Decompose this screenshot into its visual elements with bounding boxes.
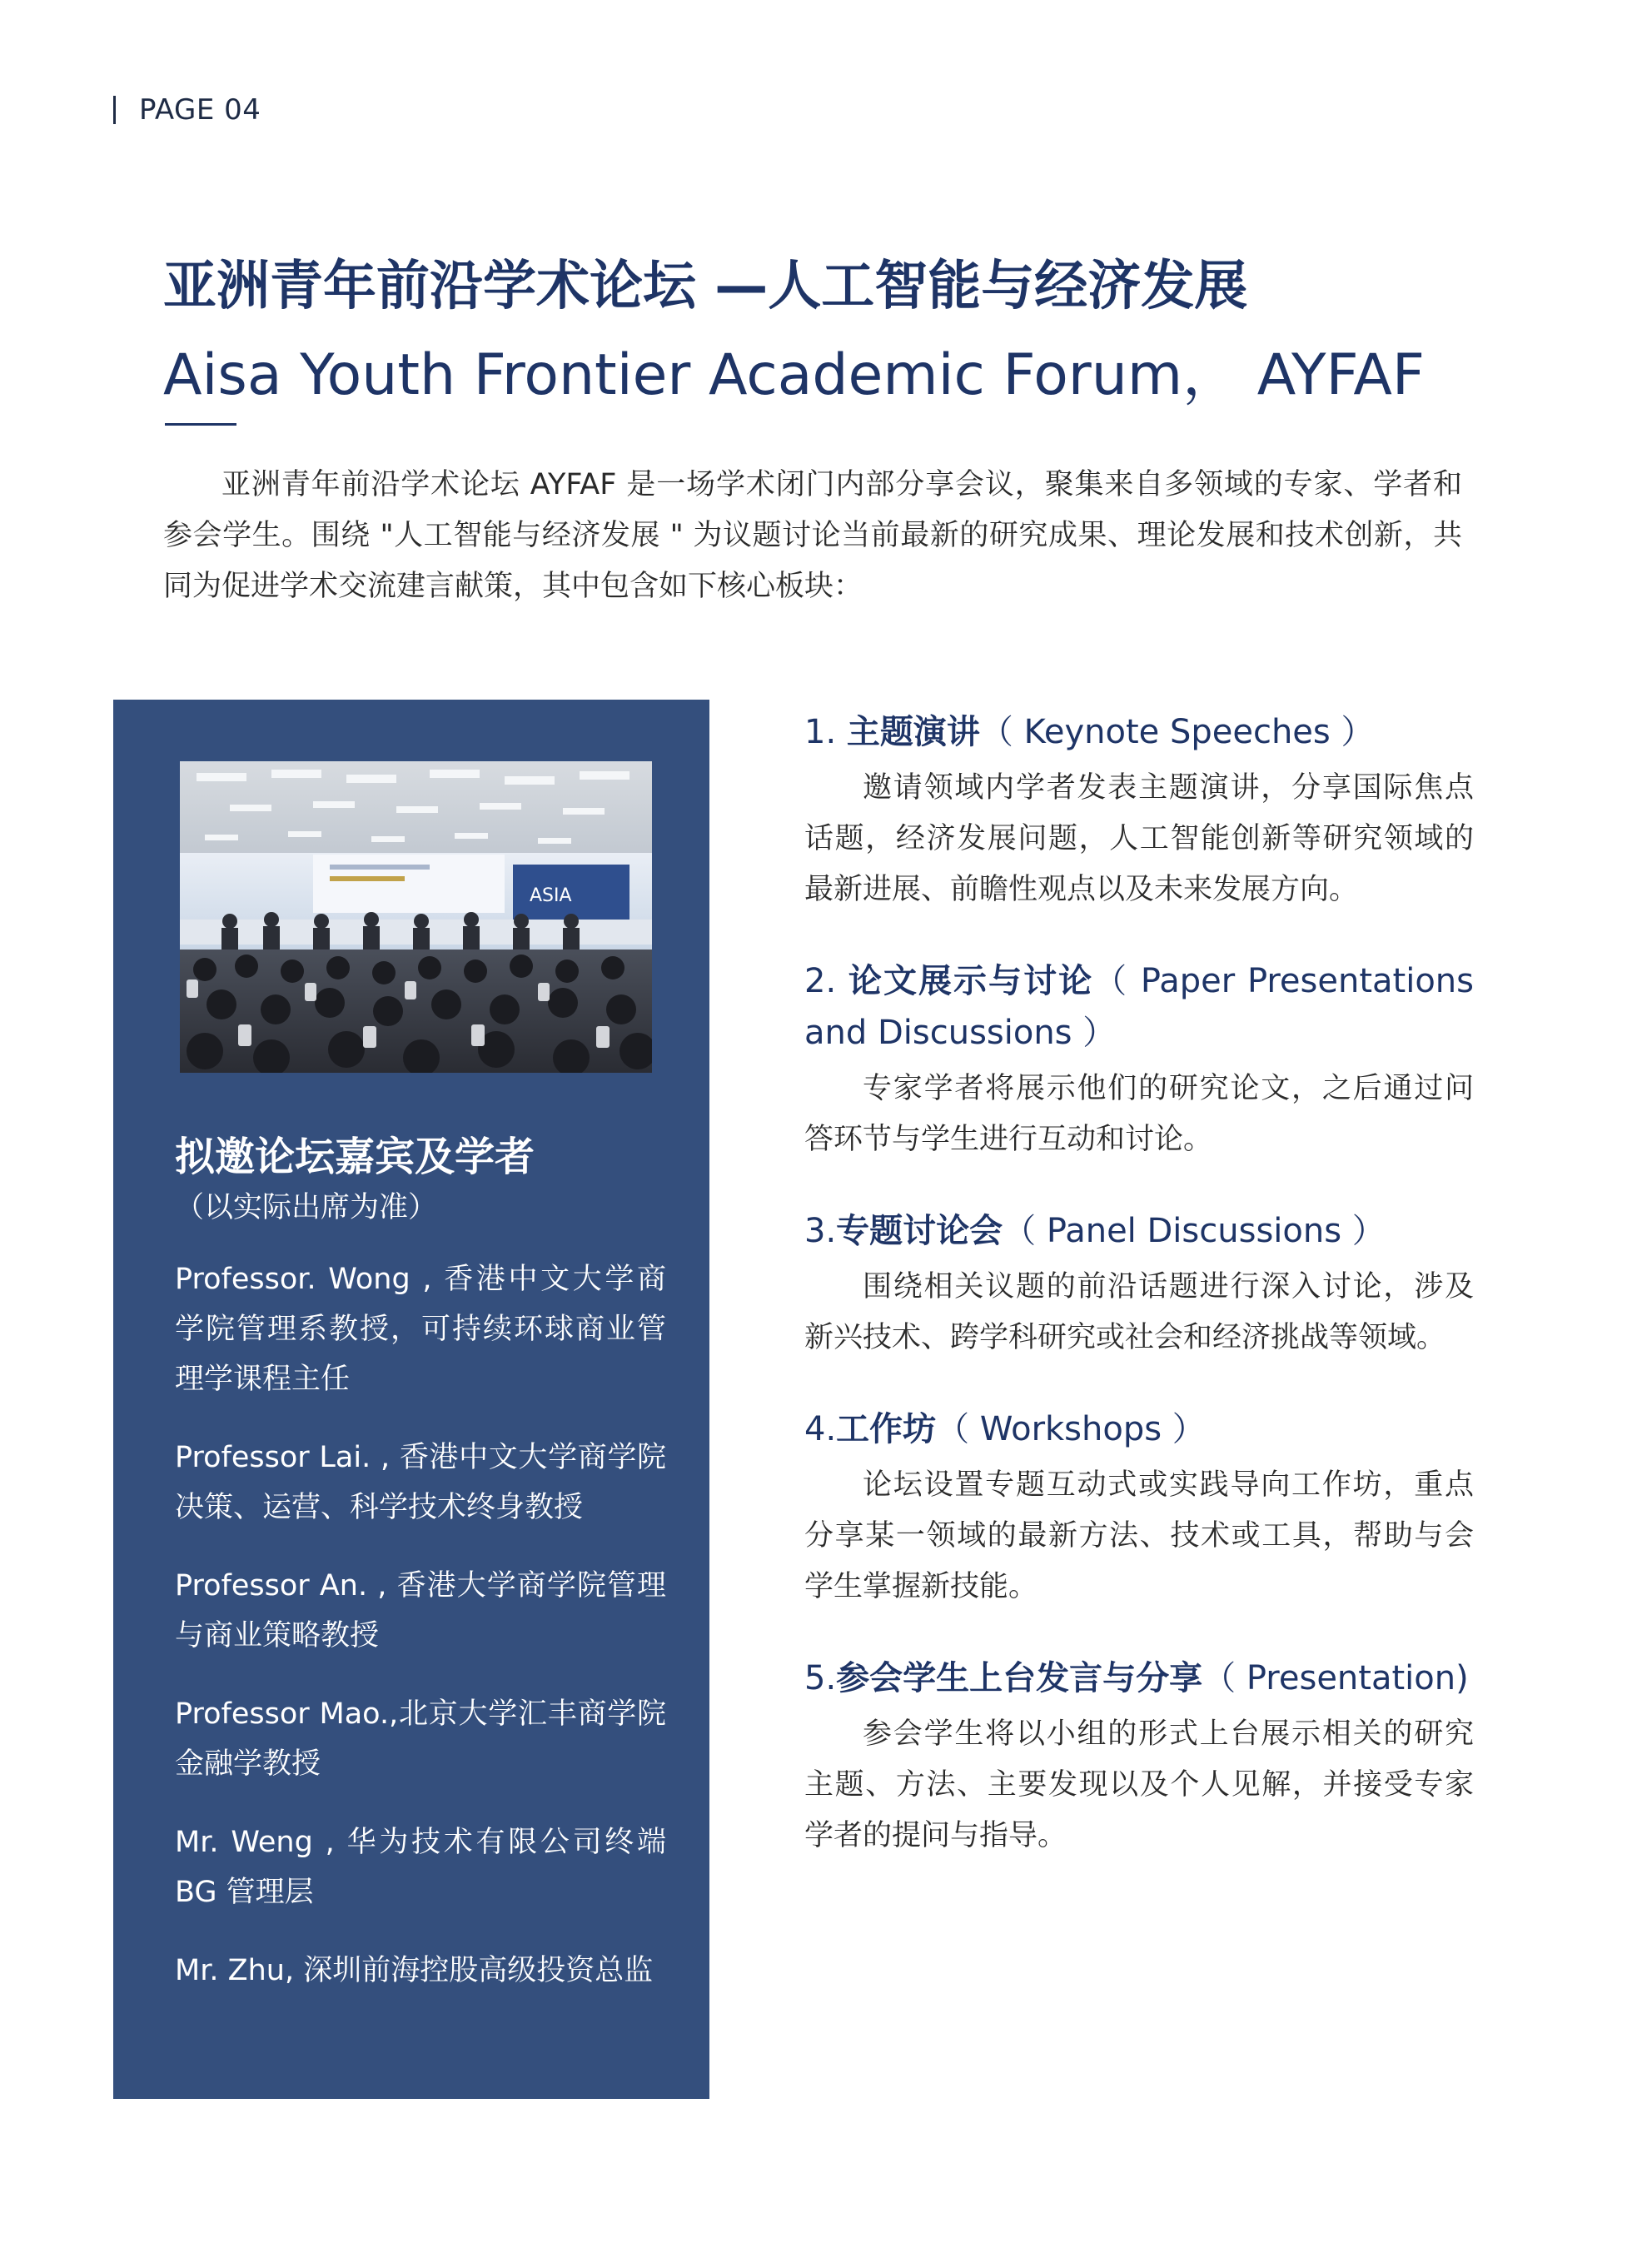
section-number: 2.: [804, 962, 848, 1000]
forum-photo: [180, 761, 652, 1073]
section-title-cn: 专题讨论会: [836, 1212, 1003, 1250]
section-title-cn: 参会学生上台发言与分享: [836, 1659, 1203, 1697]
section-title: [804, 1403, 1474, 1455]
section-panel-discussions: [804, 1205, 1474, 1363]
section-body: 参会学生将以小组的形式上台展示相关的研究主题、方法、主要发现以及个人见解，并接受专家学者的提问与指导。: [804, 1717, 1474, 1852]
section-title-cn: 论文展示与讨论: [848, 962, 1094, 1000]
section-title: [804, 955, 1474, 1059]
guests-note: （以实际出席为准）: [175, 1191, 438, 1224]
title-english: Aisa Youth Frontier Academic Forum， AYFAF: [163, 342, 1425, 408]
section-student-presentation: [804, 1652, 1474, 1862]
guests-title: 拟邀论坛嘉宾及学者: [175, 1134, 535, 1180]
core-sections: [804, 706, 1474, 1902]
section-body: 邀请领域内学者发表主题演讲，分享国际焦点话题，经济发展问题，人工智能创新等研究领域的最新进展、前瞻性观点以及未来发展方向。: [804, 771, 1474, 906]
section-title: [804, 706, 1474, 758]
section-number: 4.: [804, 1410, 837, 1448]
intro-paragraph: 亚洲青年前沿学术论坛 AYFAF 是一场学术闭门内部分享会议，聚集来自多领域的专家、学者和参会学生。围绕 "人工智能与经济发展 " 为议题讨论当前最新的研究成果、理论发展和技术创新，共同为促进学术交流建言献策，其中包含如下核心板块：: [163, 468, 1462, 603]
guest-item: Mr. Weng , 华为技术有限公司终端 BG 管理层: [175, 1826, 666, 1909]
section-body: 专家学者将展示他们的研究论文，之后通过问答环节与学生进行互动和讨论。: [804, 1072, 1474, 1156]
title-chinese: 亚洲青年前沿学术论坛 —人工智能与经济发展: [163, 256, 1248, 317]
title-underline: [165, 423, 236, 426]
section-title-en: （ Workshops ）: [936, 1410, 1206, 1448]
guest-item: Professor An. , 香港大学商学院管理与商业策略教授: [175, 1569, 666, 1652]
section-title-cn: 主题演讲: [846, 713, 980, 751]
section-paper-presentations: [804, 955, 1474, 1165]
guest-item: Professor. Wong , 香港中文大学商学院管理系教授，可持续环球商业管理学课程主任: [175, 1263, 666, 1396]
svg-text:ASIA: ASIA: [530, 885, 572, 906]
section-title: [804, 1652, 1474, 1704]
page-number: [113, 93, 261, 127]
page-number-label: PAGE 04: [139, 93, 261, 127]
section-title-cn: 工作坊: [836, 1410, 937, 1448]
guests-panel: [113, 700, 709, 2099]
guest-list: [175, 1254, 666, 2024]
section-title-en: （ Presentation): [1202, 1659, 1469, 1697]
section-number: 1.: [804, 713, 847, 751]
guest-item: Professor Mao.,北京大学汇丰商学院金融学教授: [175, 1697, 666, 1781]
section-keynote: [804, 706, 1474, 915]
guest-item: Professor Lai. , 香港中文大学商学院决策、运营、科学技术终身教授: [175, 1441, 666, 1524]
guest-item: Mr. Zhu, 深圳前海控股高级投资总监: [175, 1954, 654, 1987]
page-number-divider: [113, 96, 116, 124]
section-number: 5.: [804, 1659, 837, 1697]
section-title-en: （ Panel Discussions ）: [1003, 1212, 1386, 1250]
section-title-en: （ Keynote Speeches ）: [979, 713, 1375, 751]
section-workshops: [804, 1403, 1474, 1612]
section-title: [804, 1205, 1474, 1257]
section-body: 围绕相关议题的前沿话题进行深入讨论，涉及新兴技术、跨学科研究或社会和经济挑战等领域。: [804, 1270, 1474, 1354]
section-title-en: （ Paper Presentations and Discussions ）: [804, 962, 1474, 1052]
section-body: 论坛设置专题互动式或实践导向工作坊，重点分享某一领域的最新方法、技术或工具，帮助与会学生掌握新技能。: [804, 1468, 1474, 1603]
section-number: 3.: [804, 1212, 837, 1250]
